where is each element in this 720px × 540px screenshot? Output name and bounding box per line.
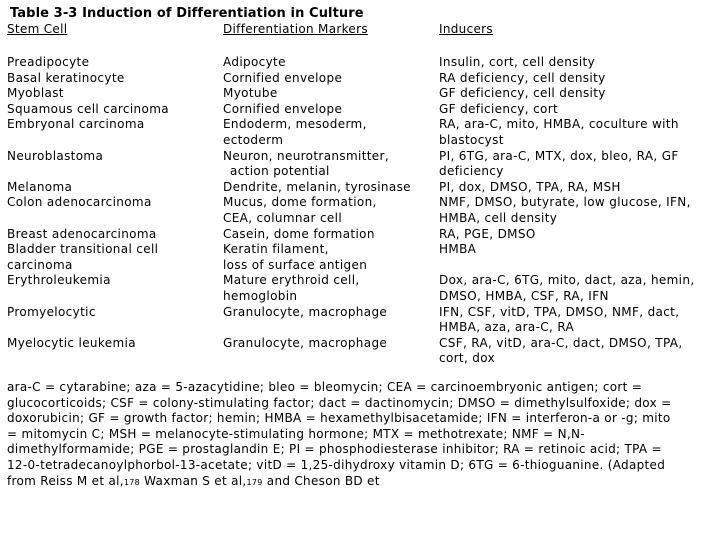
marker-line: Myotube [223,86,278,101]
marker-line: Dendrite, melanin, tyrosinase [223,179,411,194]
inducer-line: RA deficiency, cell density [439,70,606,85]
stem-cell-line: Basal keratinocyte [7,70,125,85]
marker-line: Mature erythroid cell, [223,273,360,288]
stem-cell-line: Melanoma [7,179,73,194]
footnote-text: from Reiss M et al, [7,473,124,488]
inducer-line: NMF, DMSO, butyrate, low glucose, IFN, [439,195,691,210]
marker-line: Cornified envelope [223,70,343,85]
stem-cell-line: carcinoma [7,257,73,272]
marker-line: hemoglobin [223,289,298,303]
inducer-line: HMBA, cell density [439,211,558,225]
footnote-line: doxorubicin; GF = growth factor; hemin; HMBA = hexamethylbisacetamide; IFN = interferon-a or -g; mito [7,411,671,426]
marker-line: Granulocyte, macrophage [223,304,388,319]
inducer-line: Insulin, cort, cell density [439,55,596,69]
footnote-line: 12-0-tetradecanoylphorbol-13-acetate; vitD = 1,25-dihydroxy vitamin D; 6TG = 6-thioguanine. (Adapted [7,457,666,472]
stem-cell-line: Erythroleukemia [7,273,111,288]
footnote-text: Waxman S et al, [140,473,247,488]
reference-number: 179 [246,477,263,487]
footnote-text: and Cheson BD et [262,473,380,488]
inducer-line: RA, ara-C, mito, HMBA, coculture with [439,117,679,132]
marker-line: Keratin filament, [223,242,329,257]
marker-line: loss of surface antigen [223,257,368,272]
inducer-line: GF deficiency, cell density [439,86,606,101]
table-title: Table 3-3 Induction of Differentiation in Culture [10,6,364,21]
reference-number: 178 [123,477,141,487]
inducer-line: blastocyst [439,133,504,147]
stem-cell-line: Colon adenocarcinoma [7,195,152,210]
header-inducers: Inducers [439,22,493,36]
footnote-line: ara-C = cytarabine; aza = 5-azacytidine; bleo = bleomycin; CEA = carcinoembryonic antigen; cort = [7,380,643,394]
marker-line: action potential [230,164,330,179]
stem-cell-line: Myelocytic leukemia [7,335,136,350]
footnote-line: glucocorticoids; CSF = colony-stimulating factor; dact = dactinomycin; DMSO = dimethylsulfoxide; dox = [7,395,672,410]
inducer-line: cort, dox [439,351,496,366]
marker-line: Endoderm, mesoderm, [223,117,367,132]
header-differentiation-markers: Differentiation Markers [223,22,368,36]
header-stem-cell: Stem Cell [7,22,68,36]
inducer-line: deficiency [439,164,504,179]
marker-line: ectoderm [223,133,284,147]
inducer-line: PI, 6TG, ara-C, MTX, dox, bleo, RA, GF [439,148,679,163]
stem-cell-line: Promyelocytic [7,304,96,319]
inducer-line: CSF, RA, vitD, ara-C, dact, DMSO, TPA, [439,335,683,350]
footnote-last-line [7,474,717,491]
marker-line: CEA, columnar cell [223,211,343,225]
inducer-line: HMBA, aza, ara-C, RA [439,320,575,335]
inducer-line: PI, dox, DMSO, TPA, RA, MSH [439,179,621,194]
stem-cell-line: Embryonal carcinoma [7,117,145,132]
inducer-line: RA, PGE, DMSO [439,226,536,241]
footnote-line: = mitomycin C; MSH = melanocyte-stimulating hormone; MTX = methotrexate; NMF = N,N- [7,426,585,441]
table-footnote [7,380,717,490]
marker-line: Neuron, neurotransmitter, [223,148,389,163]
inducer-line: DMSO, HMBA, CSF, RA, IFN [439,289,609,303]
marker-line: Mucus, dome formation, [223,195,377,210]
marker-line: Casein, dome formation [223,226,375,241]
marker-line: Granulocyte, macrophage [223,335,388,350]
stem-cell-line: Bladder transitional cell [7,242,159,257]
stem-cell-line: Neuroblastoma [7,148,104,163]
inducer-line: GF deficiency, cort [439,101,559,116]
marker-line: Cornified envelope [223,101,343,116]
stem-cell-line: Breast adenocarcinoma [7,226,157,241]
inducer-line: HMBA [439,242,477,257]
stem-cell-line: Myoblast [7,86,64,101]
inducer-line: Dox, ara-C, 6TG, mito, dact, aza, hemin, [439,273,695,288]
footnote-line: dimethylformamide; PGE = prostaglandin E; PI = phosphodiesterase inhibitor; RA = retinoic acid; TPA = [7,442,662,457]
stem-cell-line: Squamous cell carcinoma [7,101,169,116]
marker-line: Adipocyte [223,55,286,69]
stem-cell-line: Preadipocyte [7,55,90,69]
inducer-line: IFN, CSF, vitD, TPA, DMSO, NMF, dact, [439,304,680,319]
